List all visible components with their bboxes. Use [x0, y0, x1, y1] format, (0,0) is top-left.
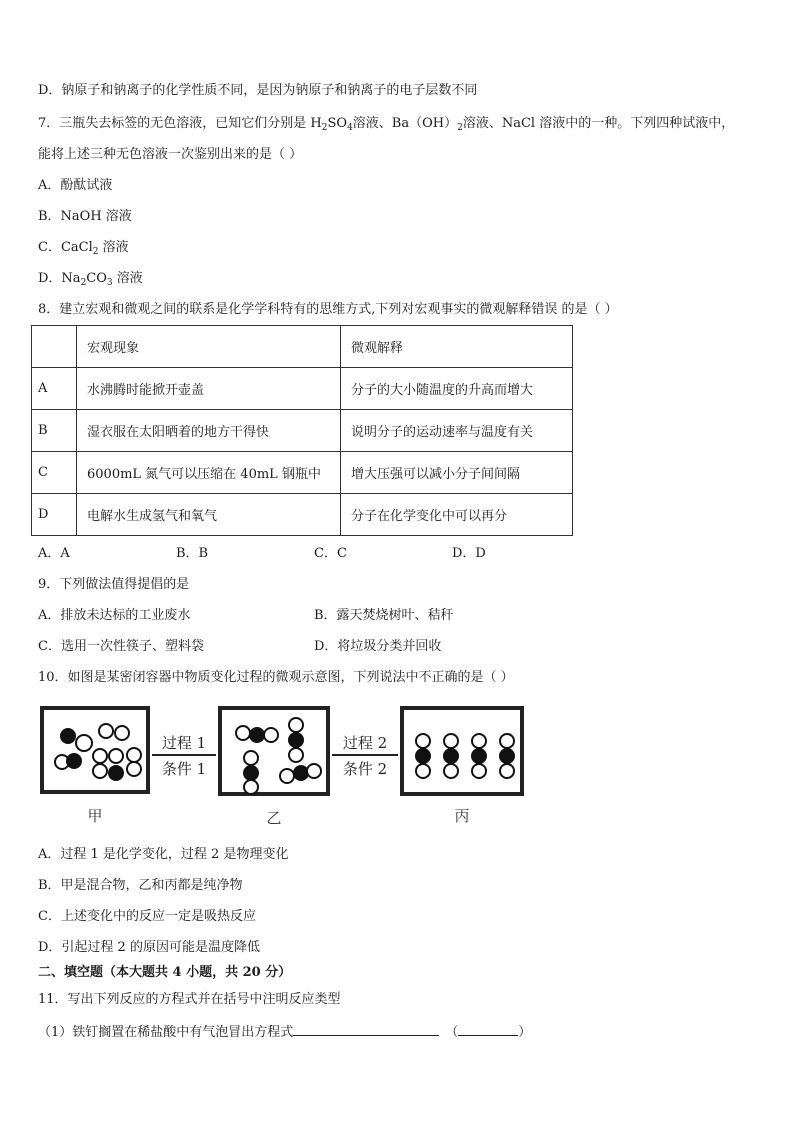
option-text: D．Na: [38, 271, 81, 286]
black-atom: [249, 727, 265, 743]
answer-blank-reaction-type[interactable]: [458, 1023, 518, 1036]
q7-stem-part: 溶液、NaCl 溶液中的一种。下列四种试液中，: [462, 116, 735, 131]
table-cell: D: [32, 494, 77, 536]
q9-option-d: D．将垃圾分类并回收: [314, 639, 442, 654]
table-row: [32, 494, 573, 536]
subscript: 2: [92, 247, 99, 257]
paren-close: ）: [518, 1025, 532, 1040]
condition2-label: 条件 2: [342, 760, 388, 778]
subscript: 4: [347, 123, 353, 133]
white-atom: [236, 726, 250, 740]
white-atom: [280, 769, 294, 783]
table-cell: 增大压强可以减小分子间间隔: [341, 452, 573, 494]
white-atom: [127, 762, 141, 776]
table-cell: 6000mL 氮气可以压缩在 40mL 钢瓶中: [77, 452, 341, 494]
q7-stem-line1: [38, 115, 734, 133]
table-cell: 水沸腾时能掀开壶盖: [77, 368, 341, 410]
white-atom: [93, 749, 107, 763]
black-atom: [499, 748, 515, 764]
q7-option-a: A．酚酞试液: [38, 178, 113, 193]
white-atom: [472, 734, 486, 748]
q7-stem-part: 7．三瓶失去标签的无色溶液，已知它们分别是 H: [38, 116, 322, 131]
black-atom: [443, 748, 459, 764]
white-atom: [93, 764, 107, 778]
white-atom: [472, 764, 486, 778]
black-atom: [243, 765, 259, 781]
q7-stem-part: SO: [327, 116, 348, 131]
table-row: [32, 452, 573, 494]
subscript: 3: [106, 278, 113, 288]
option-text: 溶液: [98, 240, 129, 255]
white-atom: [307, 764, 321, 778]
white-atom: [444, 734, 458, 748]
q10-molecular-diagram: [38, 703, 528, 831]
q8-option-a: A．A: [38, 546, 70, 561]
q10-option-d: D．引起过程 2 的原因可能是温度降低: [38, 940, 260, 955]
white-atom: [115, 726, 129, 740]
subscript: 2: [80, 278, 87, 288]
q7-option-c: [38, 239, 129, 257]
table-cell: B: [32, 410, 77, 452]
table-cell: 湿衣服在太阳晒着的地方干得快: [77, 410, 341, 452]
box-frame: [220, 708, 328, 794]
white-atom: [416, 764, 430, 778]
q7-stem-line2: 能将上述三种无色溶液一次鉴别出来的是（ ）: [38, 147, 303, 162]
q8-option-d: D．D: [452, 546, 486, 561]
label-bing: 丙: [454, 807, 470, 825]
q8-stem: 8．建立宏观和微观之间的联系是化学学科特有的思维方式,下列对宏观事实的微观解释错误 的是（ ）: [38, 302, 618, 317]
section-2-title: 二、填空题（本大题共 4 小题，共 20 分）: [38, 965, 292, 980]
box-bing: [402, 708, 522, 794]
black-atom: [288, 732, 304, 748]
q8-option-c: C．C: [314, 546, 347, 561]
option-text: CO: [86, 271, 107, 286]
white-atom: [127, 748, 141, 762]
table-cell: 微观解释: [341, 326, 573, 368]
table-cell: A: [32, 368, 77, 410]
condition1-label: 条件 1: [161, 760, 207, 778]
white-atom: [244, 780, 258, 794]
white-atom: [500, 764, 514, 778]
black-atom: [108, 765, 124, 781]
table-row: [32, 410, 573, 452]
q11-stem: 11．写出下列反应的方程式并在括号中注明反应类型: [38, 992, 341, 1007]
option-text: 溶液: [112, 271, 143, 286]
process2-label: 过程 2: [342, 734, 388, 752]
paren-open: （: [445, 1025, 459, 1040]
q9-option-b: B．露天焚烧树叶、秸秆: [314, 608, 454, 623]
q9-option-c: C．选用一次性筷子、塑料袋: [38, 639, 204, 654]
white-atom: [500, 734, 514, 748]
white-atom: [109, 749, 123, 763]
white-atom: [289, 718, 303, 732]
table-cell: 分子的大小随温度的升高而增大: [341, 368, 573, 410]
molecular-diagram-svg: [38, 703, 528, 831]
table-row: [32, 368, 573, 410]
q10-stem: 10．如图是某密闭容器中物质变化过程的微观示意图，下列说法中不正确的是（ ）: [38, 670, 514, 685]
option-text: C．CaCl: [38, 240, 93, 255]
q9-option-a: A．排放未达标的工业废水: [38, 608, 191, 623]
label-jia: 甲: [87, 807, 103, 825]
q10-option-b: B．甲是混合物，乙和丙都是纯净物: [38, 878, 243, 893]
white-atom: [99, 724, 113, 738]
q7-option-d: [38, 270, 143, 288]
arrow-process-1: [152, 734, 216, 778]
q8-table: [31, 325, 573, 536]
q9-stem: 9．下列做法值得提倡的是: [38, 577, 190, 592]
q10-option-a: A．过程 1 是化学变化，过程 2 是物理变化: [38, 847, 289, 862]
white-atom: [416, 734, 430, 748]
white-atom: [289, 748, 303, 762]
table-cell: 分子在化学变化中可以再分: [341, 494, 573, 536]
table-cell: 宏观现象: [77, 326, 341, 368]
q7-option-b: B．NaOH 溶液: [38, 209, 132, 224]
box-jia: [42, 708, 148, 792]
table-cell: 电解水生成氢气和氧气: [77, 494, 341, 536]
black-atom: [60, 728, 76, 744]
table-cell: [32, 326, 77, 368]
table-cell: 说明分子的运动速率与温度有关: [341, 410, 573, 452]
arrow-process-2: [332, 734, 398, 778]
q11-part1-text: （1）铁钉搁置在稀盐酸中有气泡冒出方程式: [38, 1025, 294, 1040]
q7-stem-part: 溶液、Ba（OH）: [352, 116, 458, 131]
label-yi: 乙: [266, 809, 282, 827]
white-atom: [76, 735, 92, 751]
table-cell: C: [32, 452, 77, 494]
white-atom: [444, 764, 458, 778]
q11-part1: [38, 1023, 531, 1042]
q10-option-c: C．上述变化中的反应一定是吸热反应: [38, 909, 256, 924]
process1-label: 过程 1: [161, 734, 207, 752]
black-atom: [415, 748, 431, 764]
subscript: 2: [321, 123, 328, 133]
q8-option-b: B．B: [176, 546, 209, 561]
q6-option-d: D．钠原子和钠离子的化学性质不同，是因为钠原子和钠离子的电子层数不同: [38, 83, 478, 98]
table-header-row: [32, 326, 573, 368]
black-atom: [471, 748, 487, 764]
subscript: 2: [457, 123, 463, 133]
box-yi: [220, 708, 328, 794]
white-atom: [264, 728, 278, 742]
black-atom: [66, 753, 82, 769]
answer-blank-equation[interactable]: [293, 1023, 439, 1036]
white-atom: [244, 751, 258, 765]
